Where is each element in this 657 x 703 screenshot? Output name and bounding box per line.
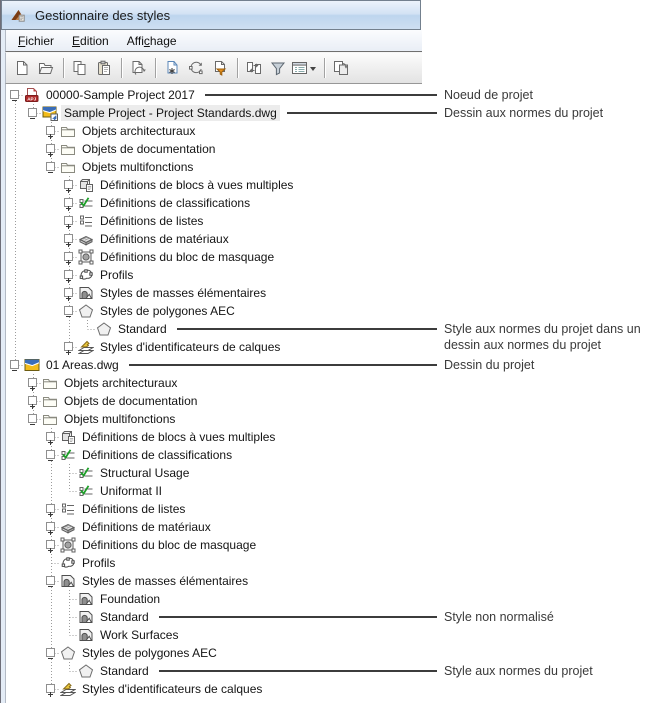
expand-toggle[interactable] — [60, 302, 78, 320]
tree-guide — [6, 500, 24, 518]
tree-guide — [24, 212, 42, 230]
expand-toggle[interactable] — [42, 680, 60, 698]
tree-row[interactable] — [6, 356, 422, 374]
tree-row[interactable] — [6, 608, 422, 626]
expand-toggle[interactable] — [42, 140, 60, 158]
tree-guide — [6, 608, 24, 626]
layerkey-icon — [60, 681, 76, 697]
toolbar-separator — [155, 58, 157, 78]
tree-row[interactable] — [6, 644, 422, 662]
inline-edit-button[interactable] — [330, 56, 354, 80]
refresh-button[interactable] — [185, 56, 209, 80]
svg-text:APJ: APJ — [27, 96, 37, 102]
tree-guide — [6, 410, 24, 428]
filter-icon — [270, 60, 286, 76]
callout-label: Style aux normes du projet dans un dessin aux normes du projet — [444, 322, 641, 352]
tree-connector — [60, 662, 78, 680]
tree-node-label: Définitions de blocs à vues multiples — [100, 178, 294, 192]
open-drawing-button[interactable] — [35, 56, 59, 80]
tree-guide — [6, 104, 24, 122]
tree-guide — [42, 248, 60, 266]
tree-row[interactable] — [6, 320, 422, 338]
purge-button[interactable] — [127, 56, 151, 80]
tree-guide — [24, 194, 42, 212]
folder-icon — [60, 123, 76, 139]
tree-guide — [42, 464, 60, 482]
mvblock-icon — [60, 429, 76, 445]
tree-connector — [60, 482, 78, 500]
tree-guide — [6, 518, 24, 536]
tree-guide — [42, 176, 60, 194]
tree-guide — [6, 176, 24, 194]
folder-icon — [60, 159, 76, 175]
tree-node-label: Styles d'identificateurs de calques — [100, 340, 281, 354]
tree-node-label: 01 Areas.dwg — [46, 358, 119, 372]
menu-item-affichage[interactable]: Affichage — [126, 33, 177, 48]
tree-connector — [60, 626, 78, 644]
tree-row[interactable] — [6, 230, 422, 248]
tree-guide — [6, 446, 24, 464]
profile-icon — [60, 555, 76, 571]
app-icon[interactable] — [10, 7, 26, 23]
toolbar — [5, 52, 422, 84]
tree-guide — [24, 482, 42, 500]
expand-toggle[interactable] — [60, 176, 78, 194]
folder-icon — [42, 411, 58, 427]
tree-node-label: Standard — [118, 322, 167, 336]
callout-label: Dessin aux normes du projet — [444, 106, 604, 120]
expand-toggle[interactable] — [60, 266, 78, 284]
expand-toggle[interactable] — [24, 410, 42, 428]
tree-guide — [6, 374, 24, 392]
tree-guide — [24, 446, 42, 464]
tree-node-label: Sample Project - Project Standards.dwg — [61, 105, 280, 121]
tree-guide — [42, 194, 60, 212]
refresh-icon — [188, 60, 204, 76]
tree-node-label: 00000-Sample Project 2017 — [46, 88, 195, 102]
tree-guide — [42, 608, 60, 626]
title-bar[interactable] — [1, 0, 421, 30]
profile-icon — [78, 267, 94, 283]
tree-guide — [6, 644, 24, 662]
polygon-icon — [78, 663, 94, 679]
tree-node-label: Work Surfaces — [100, 628, 179, 642]
tree-row[interactable] — [6, 158, 422, 176]
tree-row[interactable] — [6, 284, 422, 302]
toolbar-separator — [121, 58, 123, 78]
tree-row[interactable] — [6, 500, 422, 518]
tree-node-label: Définitions de matériaux — [82, 520, 211, 534]
tree-row[interactable] — [6, 140, 422, 158]
tree-row[interactable] — [6, 428, 422, 446]
expand-toggle[interactable] — [42, 500, 60, 518]
view-options-icon — [291, 60, 317, 76]
tree-row[interactable] — [6, 374, 422, 392]
new-drawing-button[interactable] — [11, 56, 35, 80]
tree-node-label: Profils — [82, 556, 116, 570]
tree-guide — [42, 212, 60, 230]
paste-button[interactable] — [93, 56, 117, 80]
new-drawing-icon — [14, 60, 30, 76]
tree-guide — [24, 140, 42, 158]
menu-item-fichier[interactable]: Fichier — [18, 33, 55, 48]
expand-toggle[interactable] — [60, 212, 78, 230]
folder-icon — [42, 375, 58, 391]
tree-row[interactable] — [6, 176, 422, 194]
tree-row[interactable] — [6, 392, 422, 410]
dwg-icon — [24, 357, 40, 373]
tree-guide — [42, 302, 60, 320]
tree-guide — [42, 662, 60, 680]
tree-guide — [24, 536, 42, 554]
tree-connector — [60, 464, 78, 482]
tree-guide — [60, 320, 78, 338]
tree-guide — [24, 590, 42, 608]
menu-bar — [5, 30, 422, 52]
material-icon — [60, 519, 76, 535]
tree-guide — [24, 428, 42, 446]
expand-toggle[interactable] — [24, 374, 42, 392]
expand-toggle[interactable] — [42, 428, 60, 446]
tree-row[interactable] — [6, 338, 422, 356]
tree-guide — [6, 212, 24, 230]
tree-guide — [6, 338, 24, 356]
callout-label: Style aux normes du projet — [444, 664, 593, 678]
tree-node-label: Objets multifonctions — [82, 160, 194, 174]
toolbar-separator — [63, 58, 65, 78]
tree-guide — [24, 266, 42, 284]
tree-guide — [6, 464, 24, 482]
tree-guide — [6, 140, 24, 158]
classification-icon — [78, 465, 94, 481]
tree-row[interactable] — [6, 536, 422, 554]
tree-guide — [6, 626, 24, 644]
tree-connector — [60, 608, 78, 626]
tree-node-label: Définitions de blocs à vues multiples — [82, 430, 276, 444]
copy-button[interactable] — [69, 56, 93, 80]
expand-toggle[interactable] — [42, 644, 60, 662]
tree-guide — [24, 284, 42, 302]
window-title: Gestionnaire des styles — [35, 7, 171, 23]
view-options-button[interactable] — [291, 56, 320, 80]
polygon-icon — [96, 321, 112, 337]
tree-row[interactable] — [6, 122, 422, 140]
tree-guide — [24, 626, 42, 644]
tree-guide — [6, 536, 24, 554]
purge-icon — [130, 60, 146, 76]
expand-toggle[interactable] — [42, 518, 60, 536]
expand-toggle[interactable] — [6, 356, 24, 374]
style-tree — [5, 84, 422, 703]
tree-guide — [6, 482, 24, 500]
tree-row[interactable] — [6, 482, 422, 500]
tree-node-label: Uniformat II — [100, 484, 163, 498]
tree-guide — [42, 482, 60, 500]
masselem-icon — [60, 573, 76, 589]
tree-row[interactable] — [6, 590, 422, 608]
tree-guide — [42, 230, 60, 248]
tree-guide — [6, 554, 24, 572]
tree-node-label: Styles de polygones AEC — [82, 646, 217, 660]
tree-guide — [6, 248, 24, 266]
sync-button[interactable] — [243, 56, 267, 80]
tree-node-label: Objets de documentation — [82, 142, 216, 156]
tree-guide — [24, 338, 42, 356]
filter-button[interactable] — [267, 56, 291, 80]
tree-node-label: Foundation — [100, 592, 161, 606]
tree-node-label: Définitions du bloc de masquage — [82, 538, 257, 552]
tree-guide — [6, 284, 24, 302]
tree-node-label: Styles de masses élémentaires — [82, 574, 249, 588]
expand-toggle[interactable] — [60, 248, 78, 266]
tree-guide — [24, 662, 42, 680]
tree-node-label: Styles de polygones AEC — [100, 304, 235, 318]
tree-node-label: Définitions de classifications — [82, 448, 233, 462]
expand-toggle[interactable] — [6, 86, 24, 104]
tree-connector — [42, 554, 60, 572]
tree-node-label: Objets architecturaux — [64, 376, 178, 390]
tree-row[interactable] — [6, 86, 422, 104]
tree-guide — [42, 284, 60, 302]
tree-node-label: Objets architecturaux — [82, 124, 196, 138]
project-icon — [24, 87, 40, 103]
tree-guide — [6, 230, 24, 248]
callout-label: Dessin du projet — [444, 358, 535, 372]
tree-guide — [24, 554, 42, 572]
tree-row[interactable] — [6, 266, 422, 284]
expand-toggle[interactable] — [42, 572, 60, 590]
tree-guide — [6, 392, 24, 410]
expand-toggle[interactable] — [24, 392, 42, 410]
tree-guide — [24, 248, 42, 266]
tree-row[interactable] — [6, 572, 422, 590]
tree-row[interactable] — [6, 248, 422, 266]
tree-node-label: Objets de documentation — [64, 394, 198, 408]
tree-row[interactable] — [6, 464, 422, 482]
tree-node-label: Définitions de classifications — [100, 196, 251, 210]
purge-styles-button[interactable] — [209, 56, 233, 80]
tree-row[interactable] — [6, 212, 422, 230]
tree-guide — [6, 266, 24, 284]
copy-icon — [72, 60, 88, 76]
standards-dwg-icon — [42, 105, 58, 121]
tree-guide — [6, 428, 24, 446]
tree-guide — [42, 626, 60, 644]
tree-guide — [24, 608, 42, 626]
toolbar-separator — [237, 58, 239, 78]
tree-guide — [24, 158, 42, 176]
tree-guide — [24, 518, 42, 536]
open-drawing-icon — [38, 60, 54, 76]
tree-node-label: Standard — [100, 610, 149, 624]
expand-toggle[interactable] — [24, 104, 42, 122]
toolbar-separator — [324, 58, 326, 78]
tree-guide — [42, 266, 60, 284]
tree-guide — [6, 590, 24, 608]
maskblock-icon — [78, 249, 94, 265]
tree-guide — [6, 680, 24, 698]
tree-row[interactable] — [6, 626, 422, 644]
expand-toggle[interactable] — [42, 536, 60, 554]
tree-guide — [24, 500, 42, 518]
tree-guide — [24, 320, 42, 338]
new-style-icon — [164, 60, 180, 76]
sync-icon — [246, 60, 262, 76]
tree-guide — [6, 662, 24, 680]
folder-icon — [42, 393, 58, 409]
masselem-icon — [78, 285, 94, 301]
tree-node-label: Définitions de listes — [100, 214, 204, 228]
tree-guide — [24, 464, 42, 482]
tree-node-label: Définitions de matériaux — [100, 232, 229, 246]
tree-guide — [6, 572, 24, 590]
tree-row[interactable] — [6, 554, 422, 572]
folder-icon — [60, 141, 76, 157]
tree-row[interactable] — [6, 518, 422, 536]
material-icon — [78, 231, 94, 247]
tree-guide — [6, 320, 24, 338]
inline-edit-icon — [333, 60, 349, 76]
expand-toggle[interactable] — [42, 122, 60, 140]
list-icon — [78, 213, 94, 229]
callout-label: Noeud de projet — [444, 88, 533, 102]
tree-row[interactable] — [6, 194, 422, 212]
tree-guide — [24, 230, 42, 248]
masselem-icon — [78, 627, 94, 643]
classification-icon — [78, 195, 94, 211]
expand-toggle[interactable] — [60, 338, 78, 356]
tree-guide — [24, 680, 42, 698]
new-style-button[interactable] — [161, 56, 185, 80]
tree-row[interactable] — [6, 302, 422, 320]
polygon-icon — [60, 645, 76, 661]
tree-guide — [6, 158, 24, 176]
tree-guide — [6, 122, 24, 140]
tree-connector — [60, 590, 78, 608]
tree-guide — [24, 302, 42, 320]
layerkey-icon — [78, 339, 94, 355]
tree-guide — [6, 194, 24, 212]
expand-toggle[interactable] — [42, 158, 60, 176]
tree-guide — [42, 338, 60, 356]
menu-item-edition[interactable]: Edition — [72, 33, 109, 48]
tree-node-label: Styles de masses élémentaires — [100, 286, 267, 300]
tree-guide — [24, 176, 42, 194]
tree-row[interactable] — [6, 662, 422, 680]
tree-node-label: Objets multifonctions — [64, 412, 176, 426]
tree-guide — [42, 590, 60, 608]
mvblock-icon — [78, 177, 94, 193]
tree-guide — [24, 644, 42, 662]
masselem-icon — [78, 609, 94, 625]
tree-node-label: Profils — [100, 268, 134, 282]
polygon-icon — [78, 303, 94, 319]
purge-styles-icon — [212, 60, 228, 76]
callout-label: Style non normalisé — [444, 610, 554, 624]
tree-node-label: Structural Usage — [100, 466, 190, 480]
tree-node-label: Styles d'identificateurs de calques — [82, 682, 263, 696]
expand-toggle[interactable] — [60, 284, 78, 302]
expand-toggle[interactable] — [42, 446, 60, 464]
tree-node-label: Définitions du bloc de masquage — [100, 250, 275, 264]
classification-icon — [60, 447, 76, 463]
tree-row[interactable] — [6, 446, 422, 464]
paste-icon — [96, 60, 112, 76]
tree-node-label: Définitions de listes — [82, 502, 186, 516]
list-icon — [60, 501, 76, 517]
tree-row[interactable] — [6, 104, 422, 122]
tree-guide — [24, 122, 42, 140]
tree-guide — [6, 302, 24, 320]
tree-guide — [42, 320, 60, 338]
expand-toggle[interactable] — [60, 230, 78, 248]
tree-row[interactable] — [6, 410, 422, 428]
maskblock-icon — [60, 537, 76, 553]
tree-guide — [24, 572, 42, 590]
expand-toggle[interactable] — [60, 194, 78, 212]
tree-row[interactable] — [6, 680, 422, 698]
masselem-icon — [78, 591, 94, 607]
tree-connector — [78, 320, 96, 338]
tree-node-label: Standard — [100, 664, 149, 678]
classification-icon — [78, 483, 94, 499]
